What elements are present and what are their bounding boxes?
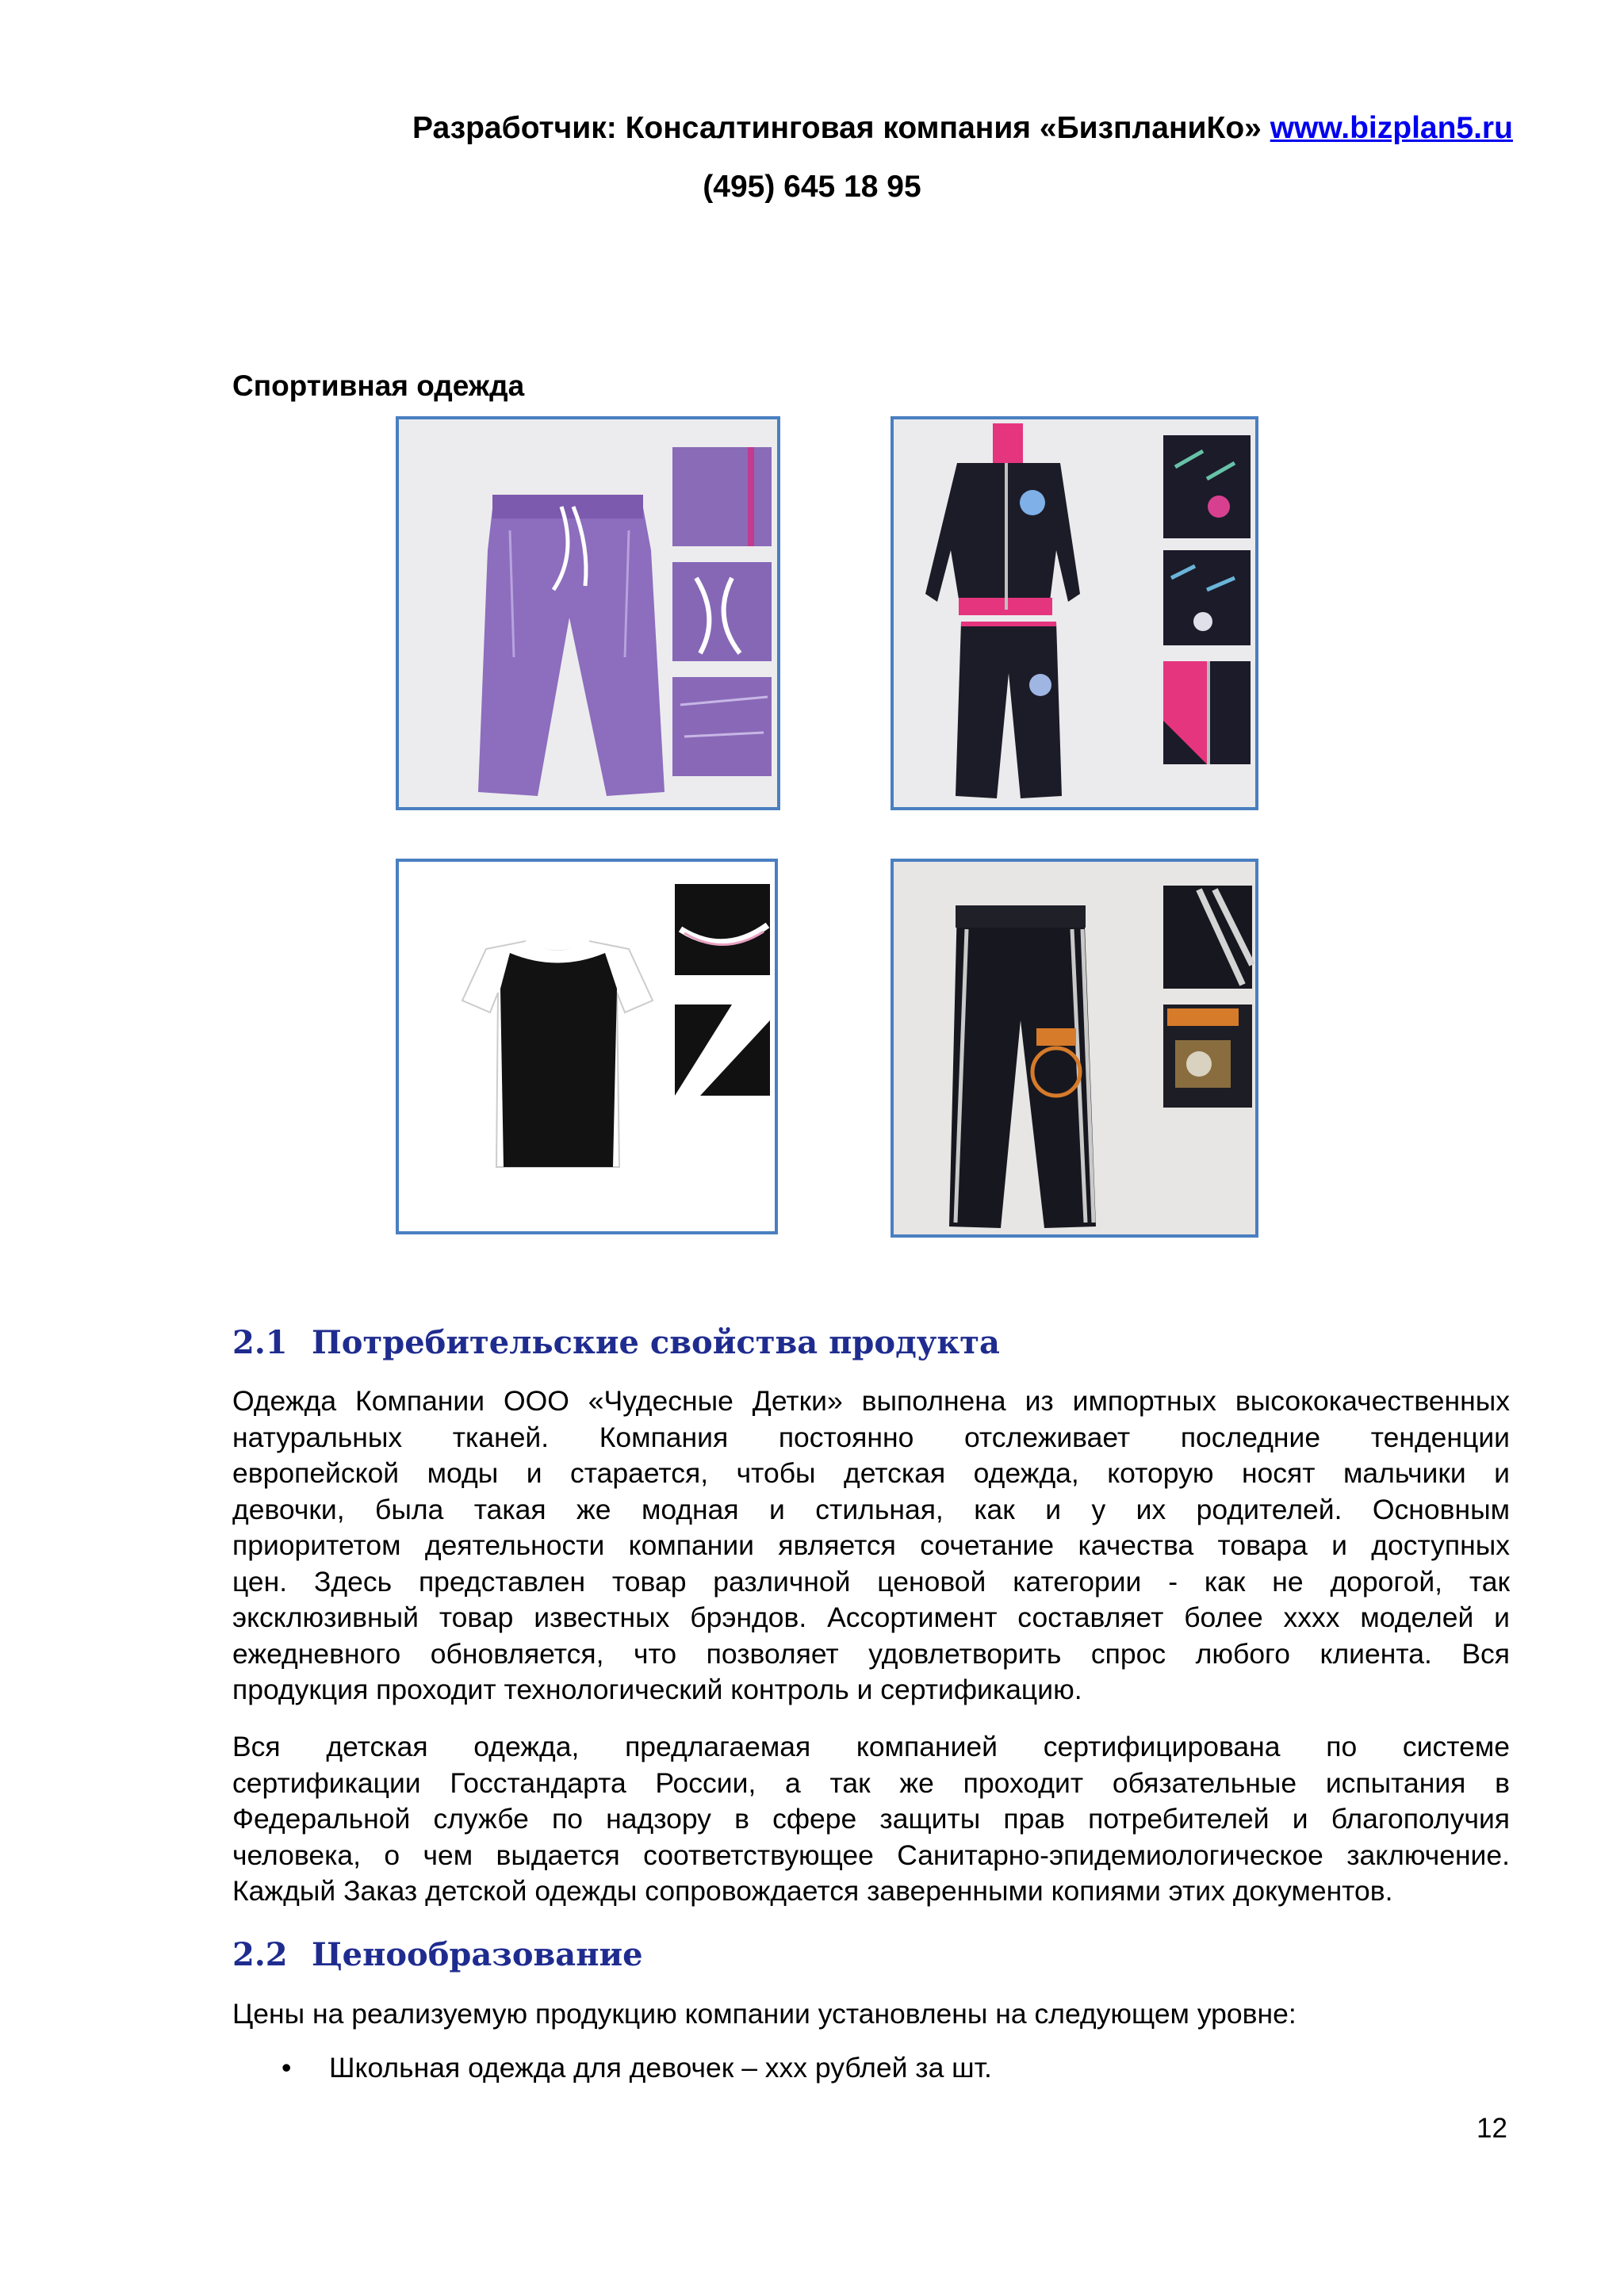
text-line: эксклюзивный товар известных брэндов. Ассортимент составляет более хххх моделей и <box>232 1601 1510 1633</box>
pricing-bullet-list <box>282 2052 992 2084</box>
developer-text: Разработчик: Консалтинговая компания «БизпланиКо» <box>412 111 1262 145</box>
section-title: Спортивная одежда <box>232 369 525 402</box>
paragraph-certification <box>232 1729 1510 1910</box>
page-number: 12 <box>1477 2113 1507 2144</box>
section-2-2-number: 2.2 <box>232 1936 288 1973</box>
section-2-2-title: Ценообразование <box>312 1936 643 1973</box>
purple-pants-photo <box>396 416 780 810</box>
section-2-1-heading <box>232 1324 1000 1361</box>
text-line: Цены на реализуемую продукцию компании установлены на следующем уровне: <box>232 1998 1297 2030</box>
text-line: девочки, была такая же модная и стильная, как и у их родителей. Основным <box>232 1493 1510 1525</box>
section-2-1-title: Потребительские свойства продукта <box>312 1324 1000 1361</box>
pricing-intro <box>232 1996 1510 2033</box>
paragraph-consumer-properties <box>232 1383 1510 1709</box>
text-line: натуральных тканей. Компания постоянно отслеживает последние тенденции <box>232 1421 1510 1453</box>
text-line: Федеральной службе по надзору в сфере защиты прав потребителей и благополучия <box>232 1803 1510 1835</box>
section-2-2-heading <box>232 1936 643 1973</box>
site-link[interactable]: www.bizplan5.ru <box>1270 111 1513 145</box>
black-white-tshirt-photo <box>396 859 778 1234</box>
black-pink-tracksuit-photo <box>891 416 1258 810</box>
text-line: цен. Здесь представлен товар различной ценовой категории - как не дорогой, так <box>232 1565 1510 1598</box>
phone-number: (495) 645 18 95 <box>703 170 921 204</box>
text-line: Каждый Заказ детской одежды сопровождается заверенными копиями этих документов. <box>232 1875 1393 1907</box>
section-2-1-number: 2.1 <box>232 1324 288 1361</box>
list-item: Школьная одежда для девочек – ххх рублей за шт. <box>329 2052 992 2084</box>
text-line: ежедневного обновляется, что позволяет удовлетворить спрос любого клиента. Вся <box>232 1637 1510 1670</box>
text-line: Одежда Компании ООО «Чудесные Детки» выполнена из импортных высококачественных <box>232 1385 1510 1417</box>
text-line: приоритетом деятельности компании является сочетание качества товара и доступных <box>232 1529 1510 1561</box>
black-sport-pants-photo <box>891 859 1258 1238</box>
text-line: европейской моды и старается, чтобы детская одежда, которую носят мальчики и <box>232 1457 1510 1489</box>
text-line: продукция проходит технологический контроль и сертификацию. <box>232 1674 1082 1705</box>
text-line: сертификации Госстандарта России, а так же проходит обязательные испытания в <box>232 1766 1510 1799</box>
text-line: человека, о чем выдается соответствующее Санитарно-эпидемиологическое заключение. <box>232 1839 1510 1871</box>
bullet-dot-icon: • <box>282 2052 292 2084</box>
page-header <box>151 111 1624 146</box>
text-line: Вся детская одежда, предлагаемая компанией сертифицирована по системе <box>232 1731 1510 1762</box>
